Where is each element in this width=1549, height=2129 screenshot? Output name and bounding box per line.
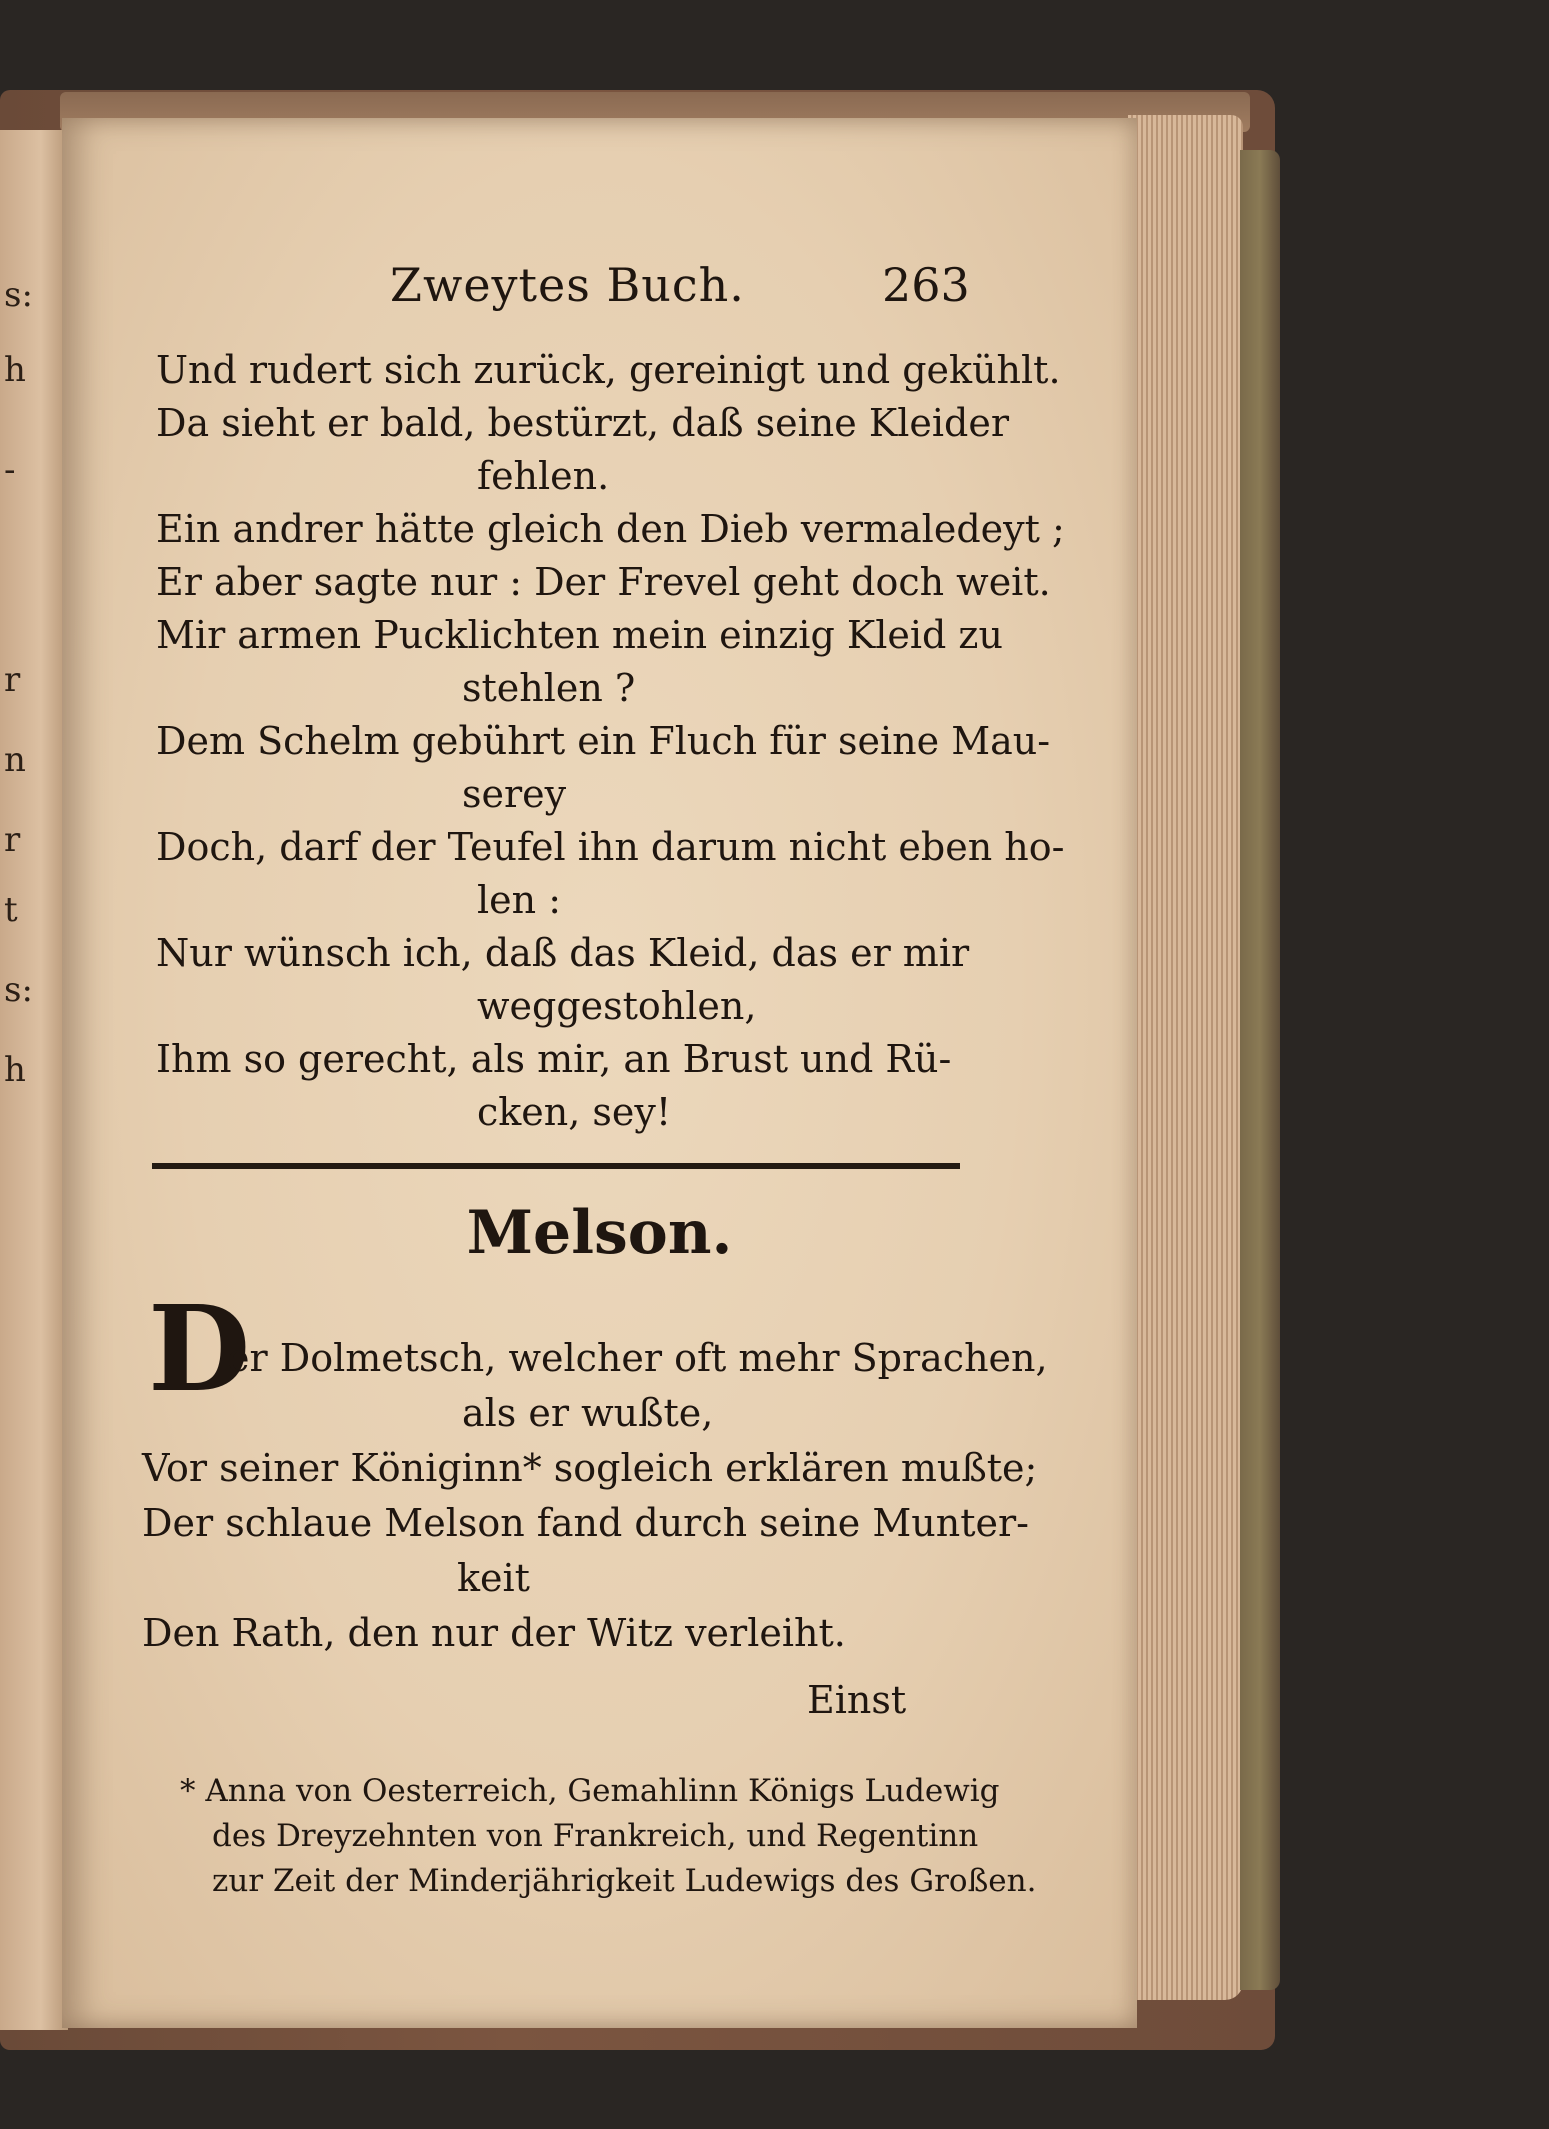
verse-line: Ihm so gerecht, als mir, an Brust und Rü- <box>156 1037 952 1081</box>
verse-line: Mir armen Pucklichten mein einzig Kleid zu <box>156 613 1003 657</box>
verse-line: Da sieht er bald, bestürzt, daß seine Kleider <box>156 401 1009 445</box>
footnote-line: des Dreyzehnten von Frankreich, und Regentinn <box>212 1818 979 1854</box>
drop-capital: D <box>148 1279 251 1418</box>
book-page <box>62 118 1137 2028</box>
section-divider <box>152 1163 960 1169</box>
section-title: Melson. <box>466 1198 733 1268</box>
facing-page-edge: s: h - r n r t s: h <box>0 130 68 2030</box>
page-number: 263 <box>882 258 970 312</box>
verse-line: stehlen ? <box>462 666 636 710</box>
footnote-line: zur Zeit der Minderjährigkeit Ludewigs des Großen. <box>212 1863 1037 1899</box>
verse-line: weggestohlen, <box>477 984 757 1028</box>
verse-line: er Dolmetsch, welcher oft mehr Sprachen, <box>227 1336 1048 1380</box>
footnote-line: * Anna von Oesterreich, Gemahlinn Königs Ludewig <box>180 1773 1000 1809</box>
verse-line: als er wußte, <box>462 1391 714 1435</box>
page-edges <box>1128 115 1243 2000</box>
catchword: Einst <box>807 1678 907 1722</box>
verse-line: Nur wünsch ich, daß das Kleid, das er mir <box>156 931 970 975</box>
verse-line: Den Rath, den nur der Witz verleiht. <box>142 1611 846 1655</box>
verse-line: len : <box>477 878 561 922</box>
verse-line: Der schlaue Melson fand durch seine Munter- <box>142 1501 1029 1545</box>
verse-line: Ein andrer hätte gleich den Dieb vermaledeyt ; <box>156 507 1065 551</box>
verse-line: Er aber sagte nur : Der Frevel geht doch weit. <box>156 560 1051 604</box>
verse-line: Doch, darf der Teufel ihn darum nicht eben ho- <box>156 825 1065 869</box>
verse-line: cken, sey! <box>477 1090 672 1134</box>
verse-line: Vor seiner Königinn* sogleich erklären mußte; <box>142 1446 1038 1490</box>
running-header: Zweytes Buch. <box>390 258 745 312</box>
verse-line: keit <box>457 1556 530 1600</box>
verse-line: serey <box>462 772 567 816</box>
back-board <box>1240 150 1280 1990</box>
verse-line: Und rudert sich zurück, gereinigt und gekühlt. <box>156 348 1061 392</box>
verse-line: Dem Schelm gebührt ein Fluch für seine Mau- <box>156 719 1051 763</box>
verse-line: fehlen. <box>477 454 610 498</box>
